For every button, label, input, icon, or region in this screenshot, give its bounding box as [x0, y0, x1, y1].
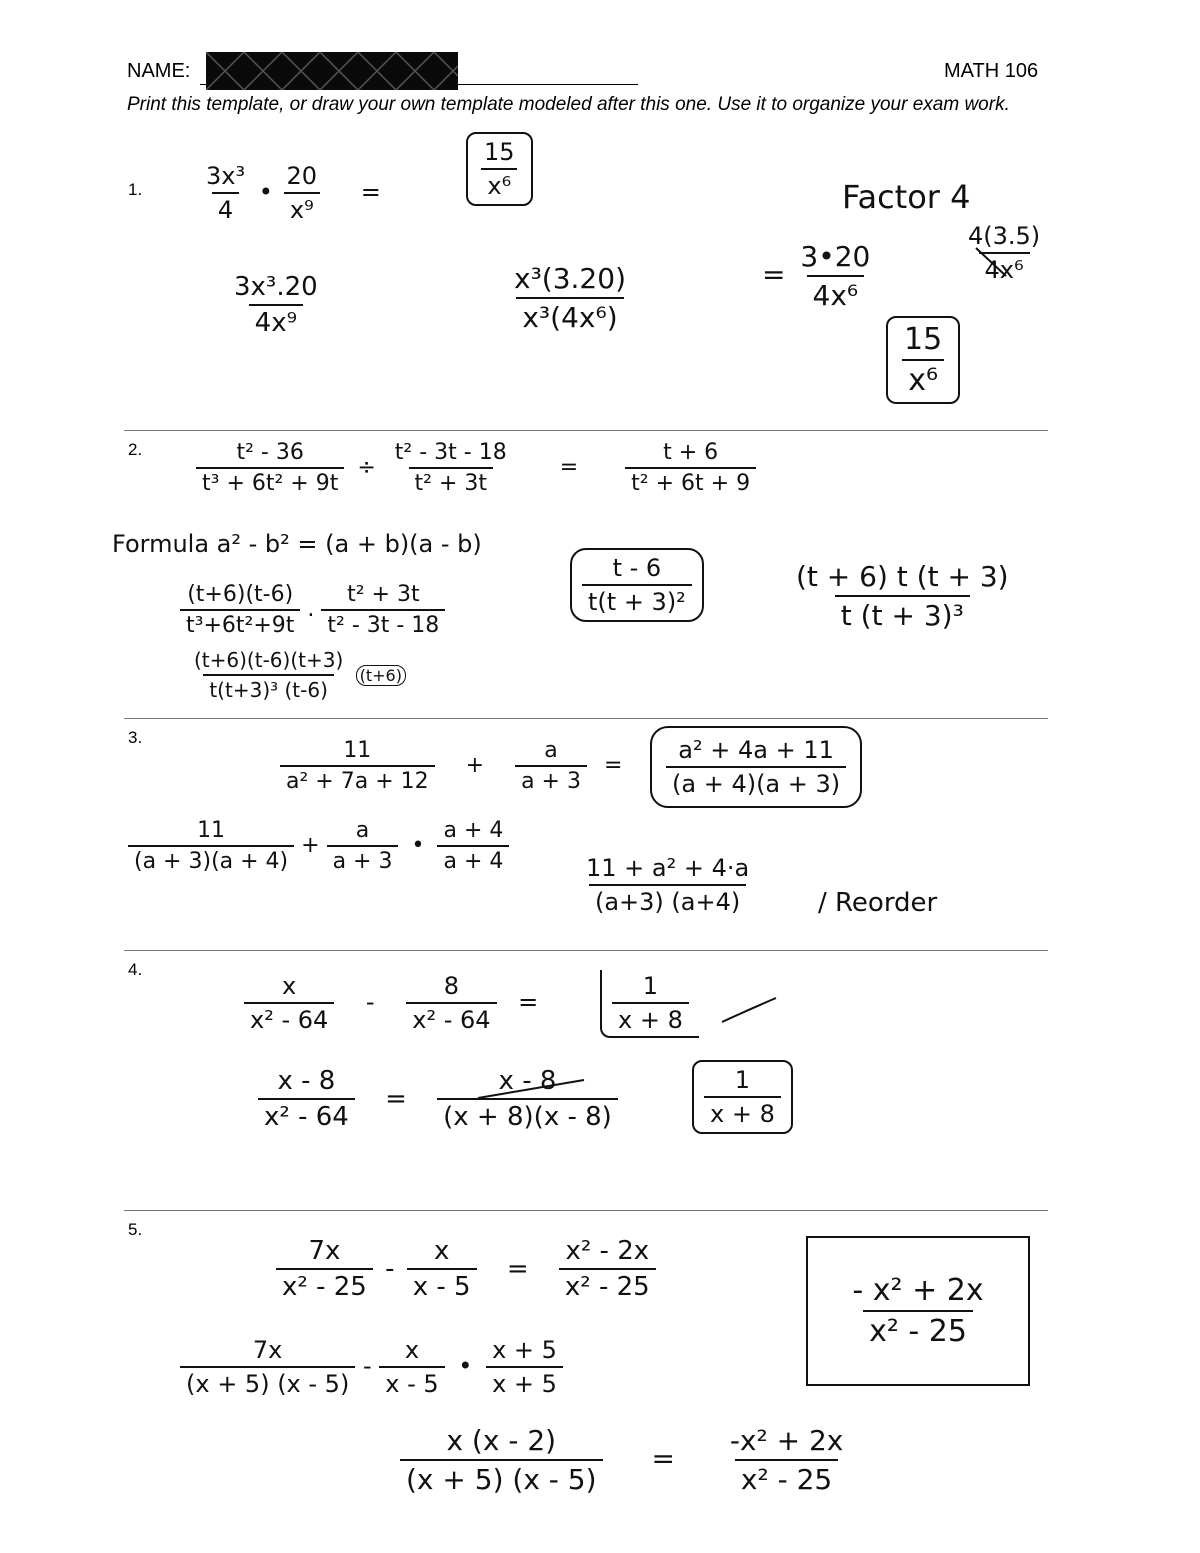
p1-s4-den: 4x⁶	[979, 252, 1030, 284]
p2-box-num: t - 6	[612, 554, 662, 582]
question-number: 3.	[128, 728, 143, 747]
p5-w5-num: -x² + 2x	[729, 1424, 844, 1457]
p3-f2-num: a	[544, 738, 558, 763]
p2-w1-den: t³+6t²+9t	[180, 609, 300, 638]
p4-box-num: 1	[734, 1066, 751, 1094]
p2-box-den: t(t + 3)²	[582, 584, 692, 616]
name-label: NAME:	[127, 60, 191, 82]
p1-s3-num: 3•20	[800, 240, 871, 273]
p5-w3-den: x + 5	[486, 1366, 563, 1398]
p1-s3-den: 4x⁶	[807, 275, 865, 312]
p5-f1-den: x² - 25	[276, 1268, 373, 1302]
p4-ans-num: 1	[642, 972, 659, 1000]
p2-r-num: t + 6	[663, 440, 719, 465]
p5-f2-num: x	[433, 1236, 450, 1266]
p2-w3-num: (t+6)(t-6)(t+3)	[194, 648, 344, 672]
p4-f2-den: x² - 64	[406, 1002, 496, 1034]
p4-f1-den: x² - 64	[244, 1002, 334, 1034]
p4-equals: =	[518, 988, 539, 1016]
strike-through-mark	[976, 248, 1006, 276]
p5-f2-den: x - 5	[407, 1268, 477, 1302]
p2-formula: Formula a² - b² = (a + b)(a - b)	[112, 530, 482, 558]
check-mark-icon	[722, 998, 776, 1022]
p3-f1-den: a² + 7a + 12	[280, 765, 435, 794]
p1-s2-den: x³(4x⁶)	[516, 297, 623, 334]
p5-box-den: x² - 25	[863, 1310, 973, 1349]
p5-w5-den: x² - 25	[735, 1459, 838, 1496]
p4-box-den: x + 8	[704, 1096, 781, 1128]
p4-ans-den: x + 8	[612, 1002, 689, 1034]
p5-w-equals: =	[651, 1442, 675, 1475]
p3-plus: +	[465, 753, 485, 778]
instructions: Print this template, or draw your own template modeled after this one. Use it to organize your exam work.	[127, 94, 1010, 115]
strike-through-mark	[478, 1080, 584, 1098]
p3-box-den: (a + 4)(a + 3)	[666, 766, 846, 798]
p4-w1-den: x² - 64	[258, 1098, 355, 1132]
p5-f1-num: 7x	[308, 1236, 341, 1266]
p1-s2-num: x³(3.20)	[514, 262, 626, 295]
p1-f2-num: 20	[286, 162, 318, 190]
p5-w2-den: x - 5	[379, 1366, 444, 1398]
p2-r-den: t² + 6t + 9	[625, 467, 756, 496]
p5-w1-minus: -	[362, 1352, 372, 1380]
p1-s3-equals: =	[762, 258, 786, 291]
p4-w1-num: x - 8	[277, 1066, 336, 1096]
p4-w2-den: (x + 8)(x - 8)	[437, 1098, 618, 1132]
p5-minus: -	[385, 1253, 395, 1284]
p5-equals: =	[506, 1253, 529, 1284]
p1-f2-den: x⁹	[284, 192, 320, 224]
p3-w3-den: a + 4	[437, 845, 509, 874]
p5-r-num: x² - 2x	[565, 1236, 650, 1266]
p5-w2-num: x	[404, 1336, 420, 1364]
p1-dot: •	[258, 178, 273, 206]
p4-w-equals: =	[385, 1083, 407, 1114]
p4-f1-num: x	[282, 972, 297, 1000]
p5-w4-den: (x + 5) (x - 5)	[400, 1459, 603, 1496]
p3-w4-num: 11 + a² + 4·a	[586, 854, 750, 882]
p1-equals: =	[360, 178, 381, 206]
p3-w2-den: a + 3	[327, 845, 399, 874]
p4-f2-num: 8	[443, 972, 460, 1000]
p2-f2-num: t² - 3t - 18	[394, 440, 507, 465]
p1-ans-den: x⁶	[481, 168, 517, 200]
p2-alt-den: t (t + 3)³	[835, 595, 970, 632]
p2-equals: =	[559, 455, 579, 480]
p3-w3-num: a + 4	[443, 818, 504, 843]
p3-w4-den: (a+3) (a+4)	[589, 884, 746, 916]
p5-w2-dot: •	[458, 1352, 473, 1380]
p2-w1-num: (t+6)(t-6)	[187, 582, 294, 607]
p2-w3-den: t(t+3)³ (t-6)	[203, 674, 334, 702]
p1-s4-num: 4(3.5)	[968, 222, 1041, 250]
p3-w2-dot: •	[411, 833, 425, 858]
p2-w2-den: t² - 3t - 18	[321, 609, 445, 638]
p3-w1-plus: +	[301, 833, 320, 858]
p1-note: Factor 4	[842, 178, 971, 216]
p2-w1-dot: .	[307, 597, 315, 622]
p1-final-num: 15	[904, 322, 943, 357]
p5-w1-num: 7x	[252, 1336, 283, 1364]
p5-w3-num: x + 5	[492, 1336, 557, 1364]
p2-f2-den: t² + 3t	[409, 467, 494, 496]
p3-equals: =	[603, 753, 623, 778]
p3-w2-num: a	[355, 818, 370, 843]
p4-w2-num: x - 8	[498, 1066, 557, 1096]
p2-alt-num: (t + 6) t (t + 3)	[796, 560, 1009, 593]
question-number: 4.	[128, 960, 143, 979]
p5-w1-den: (x + 5) (x - 5)	[180, 1366, 355, 1398]
p3-note: / Reorder	[818, 888, 938, 918]
p1-f1-den: 4	[212, 192, 239, 224]
course-code: MATH 106	[944, 60, 1039, 82]
p1-final-den: x⁶	[902, 359, 944, 398]
p3-f2-den: a + 3	[515, 765, 587, 794]
question-number: 2.	[128, 440, 143, 459]
p1-f1-num: 3x³	[206, 162, 246, 190]
p1-s1-num: 3x³.20	[234, 272, 318, 302]
p2-f1-num: t² - 36	[236, 440, 304, 465]
p5-r-den: x² - 25	[559, 1268, 656, 1302]
p2-divide: ÷	[357, 455, 376, 480]
p2-f1-den: t³ + 6t² + 9t	[196, 467, 344, 496]
p5-w4-num: x (x - 2)	[446, 1424, 557, 1457]
p1-ans-num: 15	[484, 138, 515, 166]
p4-minus: -	[365, 988, 375, 1016]
p2-w3-side: (t+6)	[356, 665, 406, 686]
p3-w1-num: 11	[197, 818, 226, 843]
p3-w1-den: (a + 3)(a + 4)	[128, 845, 294, 874]
p2-w2-num: t² + 3t	[347, 582, 420, 607]
p1-s1-den: 4x⁹	[249, 304, 303, 338]
p3-f1-num: 11	[343, 738, 372, 763]
p3-box-num: a² + 4a + 11	[678, 736, 834, 764]
question-number: 1.	[128, 180, 143, 199]
p5-box-num: - x² + 2x	[852, 1273, 984, 1308]
question-number: 5.	[128, 1220, 143, 1239]
